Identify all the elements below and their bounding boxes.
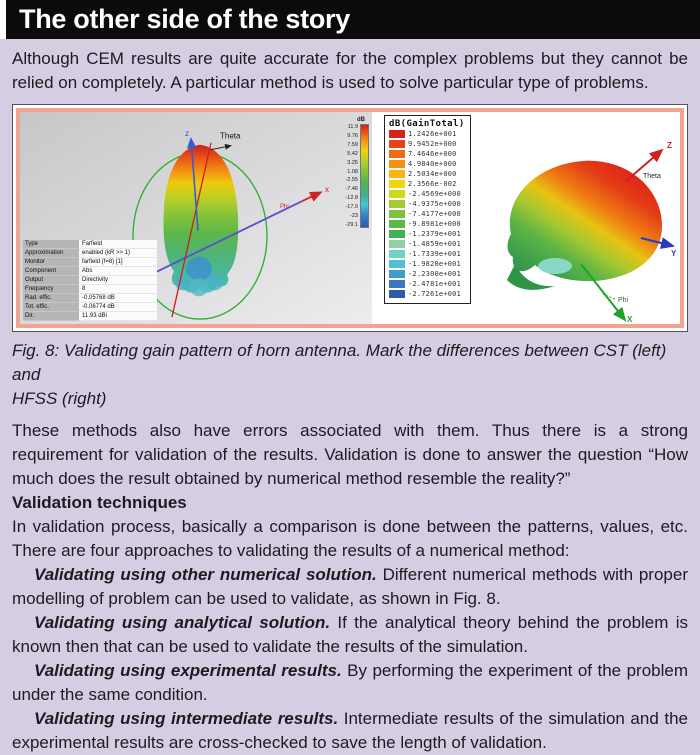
table-row bbox=[23, 303, 157, 312]
legend-color-swatch bbox=[389, 290, 405, 298]
cst-colorbar-tick: 7.59 bbox=[347, 141, 358, 148]
legend-value: 2.3566e-002 bbox=[408, 180, 457, 188]
legend-color-swatch bbox=[389, 200, 405, 208]
legend-value: 9.9452e+000 bbox=[408, 140, 457, 148]
table-row bbox=[23, 285, 157, 294]
hfss-gain-blob bbox=[508, 161, 663, 281]
article-title: The other side of the story bbox=[6, 0, 700, 39]
table-row-label: Tot. effic. bbox=[23, 303, 79, 312]
legend-entry bbox=[389, 199, 465, 209]
hfss-legend-rows bbox=[389, 129, 465, 299]
cst-colorbar-tick: -29.1 bbox=[345, 221, 358, 228]
validation-item-text: By performing the experiment of the problem under the same condition. bbox=[12, 661, 688, 704]
cst-plot-panel bbox=[20, 112, 372, 324]
table-row-label: Monitor bbox=[23, 258, 79, 267]
legend-color-swatch bbox=[389, 250, 405, 258]
validation-item bbox=[12, 707, 688, 755]
legend-entry bbox=[389, 179, 465, 189]
legend-color-swatch bbox=[389, 160, 405, 168]
article-body bbox=[0, 39, 700, 755]
legend-entry bbox=[389, 219, 465, 229]
legend-value: -2.7261e+001 bbox=[408, 290, 461, 298]
legend-color-swatch bbox=[389, 270, 405, 278]
hfss-plot-panel bbox=[372, 112, 680, 324]
legend-value: -2.2300e+001 bbox=[408, 270, 461, 278]
legend-color-swatch bbox=[389, 220, 405, 228]
cst-colorbar-tick: 11.9 bbox=[347, 124, 358, 130]
cst-colorbar-tick: -12.8 bbox=[345, 195, 358, 202]
table-row-value: Farfield bbox=[79, 240, 157, 249]
legend-entry bbox=[389, 269, 465, 279]
legend-value: -1.2379e+001 bbox=[408, 230, 461, 238]
table-row-value: -0.05768 dB bbox=[79, 294, 157, 303]
validation-item-text: If the analytical theory behind the problem is known then that can be used to validate the results of the simulation. bbox=[12, 613, 688, 656]
cst-side-lobe bbox=[175, 274, 191, 290]
cst-colorbar-ticks bbox=[345, 124, 358, 228]
legend-value: 1.2426e+001 bbox=[408, 130, 457, 138]
legend-color-swatch bbox=[389, 180, 405, 188]
cst-colorbar-tick: -7.46 bbox=[345, 186, 358, 193]
table-row-label: Approximation bbox=[23, 249, 79, 258]
legend-value: 2.5034e+000 bbox=[408, 170, 457, 178]
paragraph-approaches: In validation process, basically a comparison is done between the patterns, values, etc. There are four approaches to validating the results of a numerical method: bbox=[12, 517, 688, 560]
legend-entry bbox=[389, 189, 465, 199]
table-row-label: Dir. bbox=[23, 312, 79, 321]
table-row-label: Component bbox=[23, 267, 79, 276]
validation-item-lead: Validating using experimental results. bbox=[34, 661, 342, 680]
validation-item-lead: Validating using other numerical solution. bbox=[34, 565, 377, 584]
table-row-label: Output bbox=[23, 276, 79, 285]
legend-color-swatch bbox=[389, 280, 405, 288]
cst-info-table bbox=[23, 240, 157, 321]
cst-colorbar-tick: 5.42 bbox=[347, 150, 358, 157]
table-row bbox=[23, 276, 157, 285]
cst-colorbar-tick: 3.25 bbox=[347, 159, 358, 166]
cst-colorbar-tick: 1.08 bbox=[347, 168, 358, 175]
hfss-theta-label: Theta bbox=[643, 173, 661, 180]
cst-theta-label: Theta bbox=[219, 131, 241, 141]
table-row-value: Abs bbox=[79, 267, 157, 276]
legend-entry bbox=[389, 209, 465, 219]
legend-color-swatch bbox=[389, 150, 405, 158]
cst-back-lobe bbox=[186, 257, 212, 281]
legend-entry bbox=[389, 289, 465, 299]
figure-frame bbox=[16, 108, 684, 328]
legend-value: -1.7339e+001 bbox=[408, 250, 461, 258]
hfss-3d-pattern bbox=[475, 138, 680, 324]
paragraph-errors: These methods also have errors associated with them. Thus there is a strong requirement for validation of the results. Validation is done to answer the question “How much does the result obtained by numerical method resemble the reality?” bbox=[12, 421, 688, 488]
legend-entry bbox=[389, 149, 465, 159]
cst-colorbar-tick: -23 bbox=[350, 213, 358, 220]
cst-x-label: x bbox=[325, 185, 330, 195]
table-row bbox=[23, 249, 157, 258]
legend-color-swatch bbox=[389, 190, 405, 198]
validation-item bbox=[12, 611, 688, 659]
hfss-x-label: X bbox=[627, 315, 633, 324]
table-row-label: Frequency bbox=[23, 285, 79, 294]
validation-item bbox=[12, 659, 688, 707]
legend-entry bbox=[389, 169, 465, 179]
legend-color-swatch bbox=[389, 170, 405, 178]
legend-value: -4.9375e+000 bbox=[408, 200, 461, 208]
figure-8 bbox=[12, 104, 688, 332]
legend-color-swatch bbox=[389, 240, 405, 248]
table-row bbox=[23, 258, 157, 267]
legend-color-swatch bbox=[389, 230, 405, 238]
legend-value: -1.4859e+001 bbox=[408, 240, 461, 248]
hfss-gain-legend bbox=[384, 115, 471, 304]
legend-value: -9.8981e+000 bbox=[408, 220, 461, 228]
table-row-label: Rad. effic. bbox=[23, 294, 79, 303]
legend-entry bbox=[389, 139, 465, 149]
hfss-z-label: Z bbox=[667, 141, 672, 150]
table-row-value: Directivity bbox=[79, 276, 157, 285]
cst-colorbar-tick: 9.76 bbox=[347, 132, 358, 139]
hfss-legend-title: dB(GainTotal) bbox=[389, 119, 465, 129]
cst-colorbar-gradient bbox=[360, 124, 369, 228]
legend-color-swatch bbox=[389, 140, 405, 148]
validation-items bbox=[12, 563, 688, 755]
table-row-value: enabled (kR >> 1) bbox=[79, 249, 157, 258]
hfss-y-label: Y bbox=[671, 249, 677, 258]
header-banner-row bbox=[0, 0, 700, 39]
figure-caption-line1: Fig. 8: Validating gain pattern of horn antenna. Mark the differences between CST (left) and bbox=[12, 341, 667, 384]
validation-item-text: Different numerical methods with proper modelling of problem can be used to validate, as shown in Fig. 8. bbox=[12, 565, 688, 608]
table-row bbox=[23, 312, 157, 321]
intro-paragraph: Although CEM results are quite accurate for the complex problems but they cannot be relied on completely. A particular method is used to solve particular type of problems. bbox=[12, 49, 688, 92]
hfss-null-patch bbox=[538, 258, 572, 274]
table-row-label: Type bbox=[23, 240, 79, 249]
legend-value: -2.4569e+000 bbox=[408, 190, 461, 198]
cst-side-lobe bbox=[207, 274, 223, 290]
validation-item bbox=[12, 563, 688, 611]
table-row bbox=[23, 240, 157, 249]
validation-item-text: Intermediate results of the simulation and the experimental results are cross-checked to save the length of validation. bbox=[12, 709, 688, 752]
legend-value: 4.9840e+000 bbox=[408, 160, 457, 168]
table-row-value: -0.06774 dB bbox=[79, 303, 157, 312]
legend-entry bbox=[389, 249, 465, 259]
validation-item-lead: Validating using intermediate results. bbox=[34, 709, 339, 728]
legend-value: -7.4177e+000 bbox=[408, 210, 461, 218]
table-row bbox=[23, 267, 157, 276]
legend-color-swatch bbox=[389, 260, 405, 268]
table-row-value: farfield (f=8) [1] bbox=[79, 258, 157, 267]
legend-entry bbox=[389, 259, 465, 269]
cst-colorbar-tick: -2.55 bbox=[345, 177, 358, 184]
cst-colorbar bbox=[335, 117, 369, 228]
figure-caption-line2: HFSS (right) bbox=[12, 389, 107, 408]
legend-color-swatch bbox=[389, 130, 405, 138]
cst-phi-label: Phi bbox=[280, 204, 289, 211]
figure-caption bbox=[12, 339, 688, 411]
legend-value: -1.9820e+001 bbox=[408, 260, 461, 268]
hfss-phi-label: Phi bbox=[618, 297, 629, 304]
validation-item-lead: Validating using analytical solution. bbox=[34, 613, 331, 632]
legend-value: 7.4646e+000 bbox=[408, 150, 457, 158]
legend-value: -2.4781e+001 bbox=[408, 280, 461, 288]
legend-color-swatch bbox=[389, 210, 405, 218]
legend-entry bbox=[389, 129, 465, 139]
legend-entry bbox=[389, 229, 465, 239]
cst-colorbar-title: dB bbox=[357, 117, 365, 123]
legend-entry bbox=[389, 239, 465, 249]
cst-colorbar-tick: -17.9 bbox=[345, 204, 358, 211]
cst-z-label: z bbox=[185, 128, 190, 138]
table-row-value: 8 bbox=[79, 285, 157, 294]
table-row-value: 11.93 dBi bbox=[79, 312, 157, 321]
section-heading: Validation techniques bbox=[12, 493, 187, 512]
legend-entry bbox=[389, 159, 465, 169]
table-row bbox=[23, 294, 157, 303]
cst-side-lobe bbox=[190, 278, 208, 296]
legend-entry bbox=[389, 279, 465, 289]
